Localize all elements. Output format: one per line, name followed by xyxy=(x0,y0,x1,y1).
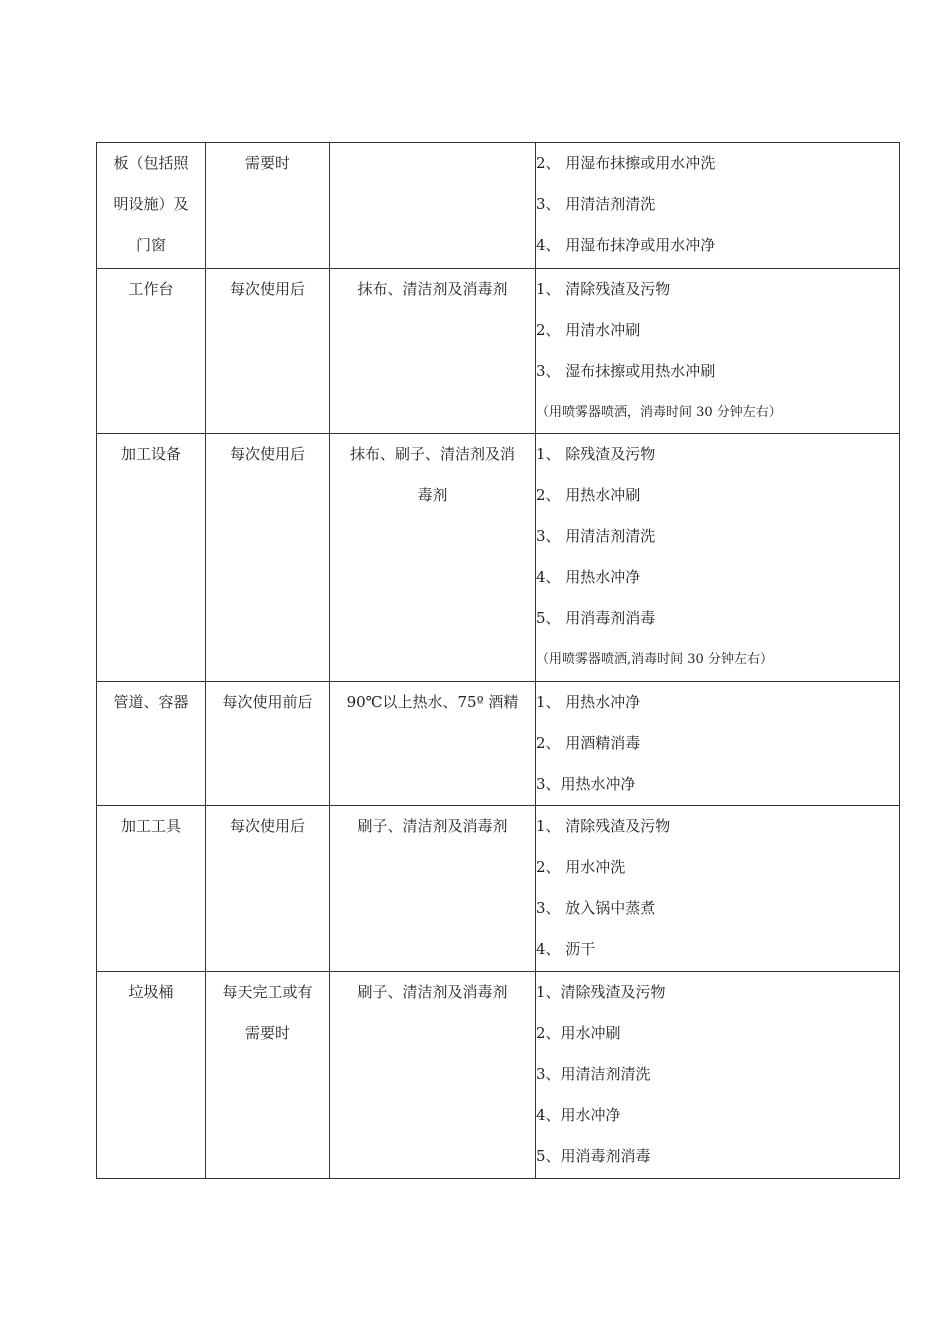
frequency-cell xyxy=(206,143,330,269)
table-row xyxy=(97,806,900,972)
table-row xyxy=(97,269,900,434)
tools-cell-line: 刷子、清洁剂及消毒剂 xyxy=(357,817,508,835)
frequency-cell-line: 需要时 xyxy=(244,154,290,172)
disinfection-note: （用喷雾器喷洒，消毒时间 30 分钟左右） xyxy=(536,405,782,420)
steps-cell-line: 4、用水冲净 xyxy=(536,1106,621,1124)
steps-cell-line: 1、 清除残渣及污物 xyxy=(536,280,671,298)
steps-cell-line: 1、 清除残渣及污物 xyxy=(536,817,671,835)
table-row xyxy=(97,972,900,1179)
area-cell xyxy=(97,269,206,434)
steps-cell xyxy=(536,972,900,1179)
steps-cell-line: 2、 用清水冲刷 xyxy=(536,321,641,339)
steps-cell-line: 4、 用热水冲净 xyxy=(536,568,641,586)
steps-cell-line: 3、 用清洁剂清洗 xyxy=(536,195,656,213)
tools-cell-line: 抹布、刷子、清洁剂及消 xyxy=(349,445,515,463)
area-cell-line: 明设施）及 xyxy=(113,195,189,213)
tools-cell xyxy=(330,806,536,972)
area-cell-line: 管道、容器 xyxy=(113,693,189,711)
steps-cell-line: 3、 放入锅中蒸煮 xyxy=(536,899,656,917)
tools-cell-line: 抹布、清洁剂及消毒剂 xyxy=(357,280,508,298)
frequency-cell xyxy=(206,806,330,972)
area-cell-line: 门窗 xyxy=(135,236,166,254)
frequency-cell xyxy=(206,269,330,434)
steps-cell-line: 3、 湿布抹擦或用热水冲刷 xyxy=(536,362,716,380)
steps-cell-line: 2、 用热水冲刷 xyxy=(536,486,641,504)
steps-cell xyxy=(536,682,900,806)
steps-cell xyxy=(536,269,900,434)
table-row xyxy=(97,143,900,269)
tools-cell xyxy=(330,143,536,269)
steps-cell-line: 3、 用清洁剂清洗 xyxy=(536,527,656,545)
table-row xyxy=(97,434,900,682)
area-cell xyxy=(97,682,206,806)
frequency-cell xyxy=(206,682,330,806)
tools-cell xyxy=(330,269,536,434)
tools-cell xyxy=(330,682,536,806)
frequency-cell-line: 需要时 xyxy=(244,1024,290,1042)
cleaning-schedule-table xyxy=(96,142,900,1179)
steps-cell xyxy=(536,434,900,682)
steps-cell-line: 2、 用酒精消毒 xyxy=(536,734,641,752)
table-body xyxy=(97,143,900,1179)
area-cell-line: 加工工具 xyxy=(120,817,181,835)
frequency-cell-line: 每次使用后 xyxy=(229,445,305,463)
steps-cell-line: 4、 用湿布抹净或用水冲净 xyxy=(536,236,716,254)
disinfection-note: （用喷雾器喷洒,消毒时间 30 分钟左右） xyxy=(536,652,773,667)
area-cell-line: 工作台 xyxy=(128,280,174,298)
tools-cell-line: 毒剂 xyxy=(417,486,448,504)
steps-cell-line: 1、清除残渣及污物 xyxy=(536,983,666,1001)
area-cell xyxy=(97,972,206,1179)
area-cell-line: 垃圾桶 xyxy=(128,983,174,1001)
steps-cell-line: 2、 用湿布抹擦或用水冲洗 xyxy=(536,154,716,172)
steps-cell xyxy=(536,143,900,269)
tools-cell-line: 刷子、清洁剂及消毒剂 xyxy=(357,983,508,1001)
frequency-cell-line: 每次使用后 xyxy=(229,817,305,835)
area-cell xyxy=(97,434,206,682)
steps-cell-line: 3、用热水冲净 xyxy=(536,775,636,793)
steps-cell-line: 4、 沥干 xyxy=(536,940,596,958)
tools-cell xyxy=(330,972,536,1179)
frequency-cell-line: 每次使用前后 xyxy=(222,693,313,711)
area-cell-line: 加工设备 xyxy=(120,445,181,463)
area-cell xyxy=(97,143,206,269)
frequency-cell xyxy=(206,972,330,1179)
steps-cell-line: 2、 用水冲洗 xyxy=(536,858,626,876)
frequency-cell-line: 每天完工或有 xyxy=(222,983,313,1001)
frequency-cell xyxy=(206,434,330,682)
tools-cell xyxy=(330,434,536,682)
frequency-cell-line: 每次使用后 xyxy=(229,280,305,298)
steps-cell-line: 3、用清洁剂清洗 xyxy=(536,1065,651,1083)
steps-cell-line: 5、 用消毒剂消毒 xyxy=(536,609,656,627)
area-cell-line: 板（包括照 xyxy=(113,154,189,172)
steps-cell-line: 5、用消毒剂消毒 xyxy=(536,1147,651,1165)
area-cell xyxy=(97,806,206,972)
table-row xyxy=(97,682,900,806)
steps-cell-line: 1、 除残渣及污物 xyxy=(536,445,656,463)
steps-cell-line: 2、用水冲刷 xyxy=(536,1024,621,1042)
steps-cell-line: 1、 用热水冲净 xyxy=(536,693,641,711)
steps-cell xyxy=(536,806,900,972)
tools-cell-line: 90℃以上热水、75º 酒精 xyxy=(346,693,519,711)
